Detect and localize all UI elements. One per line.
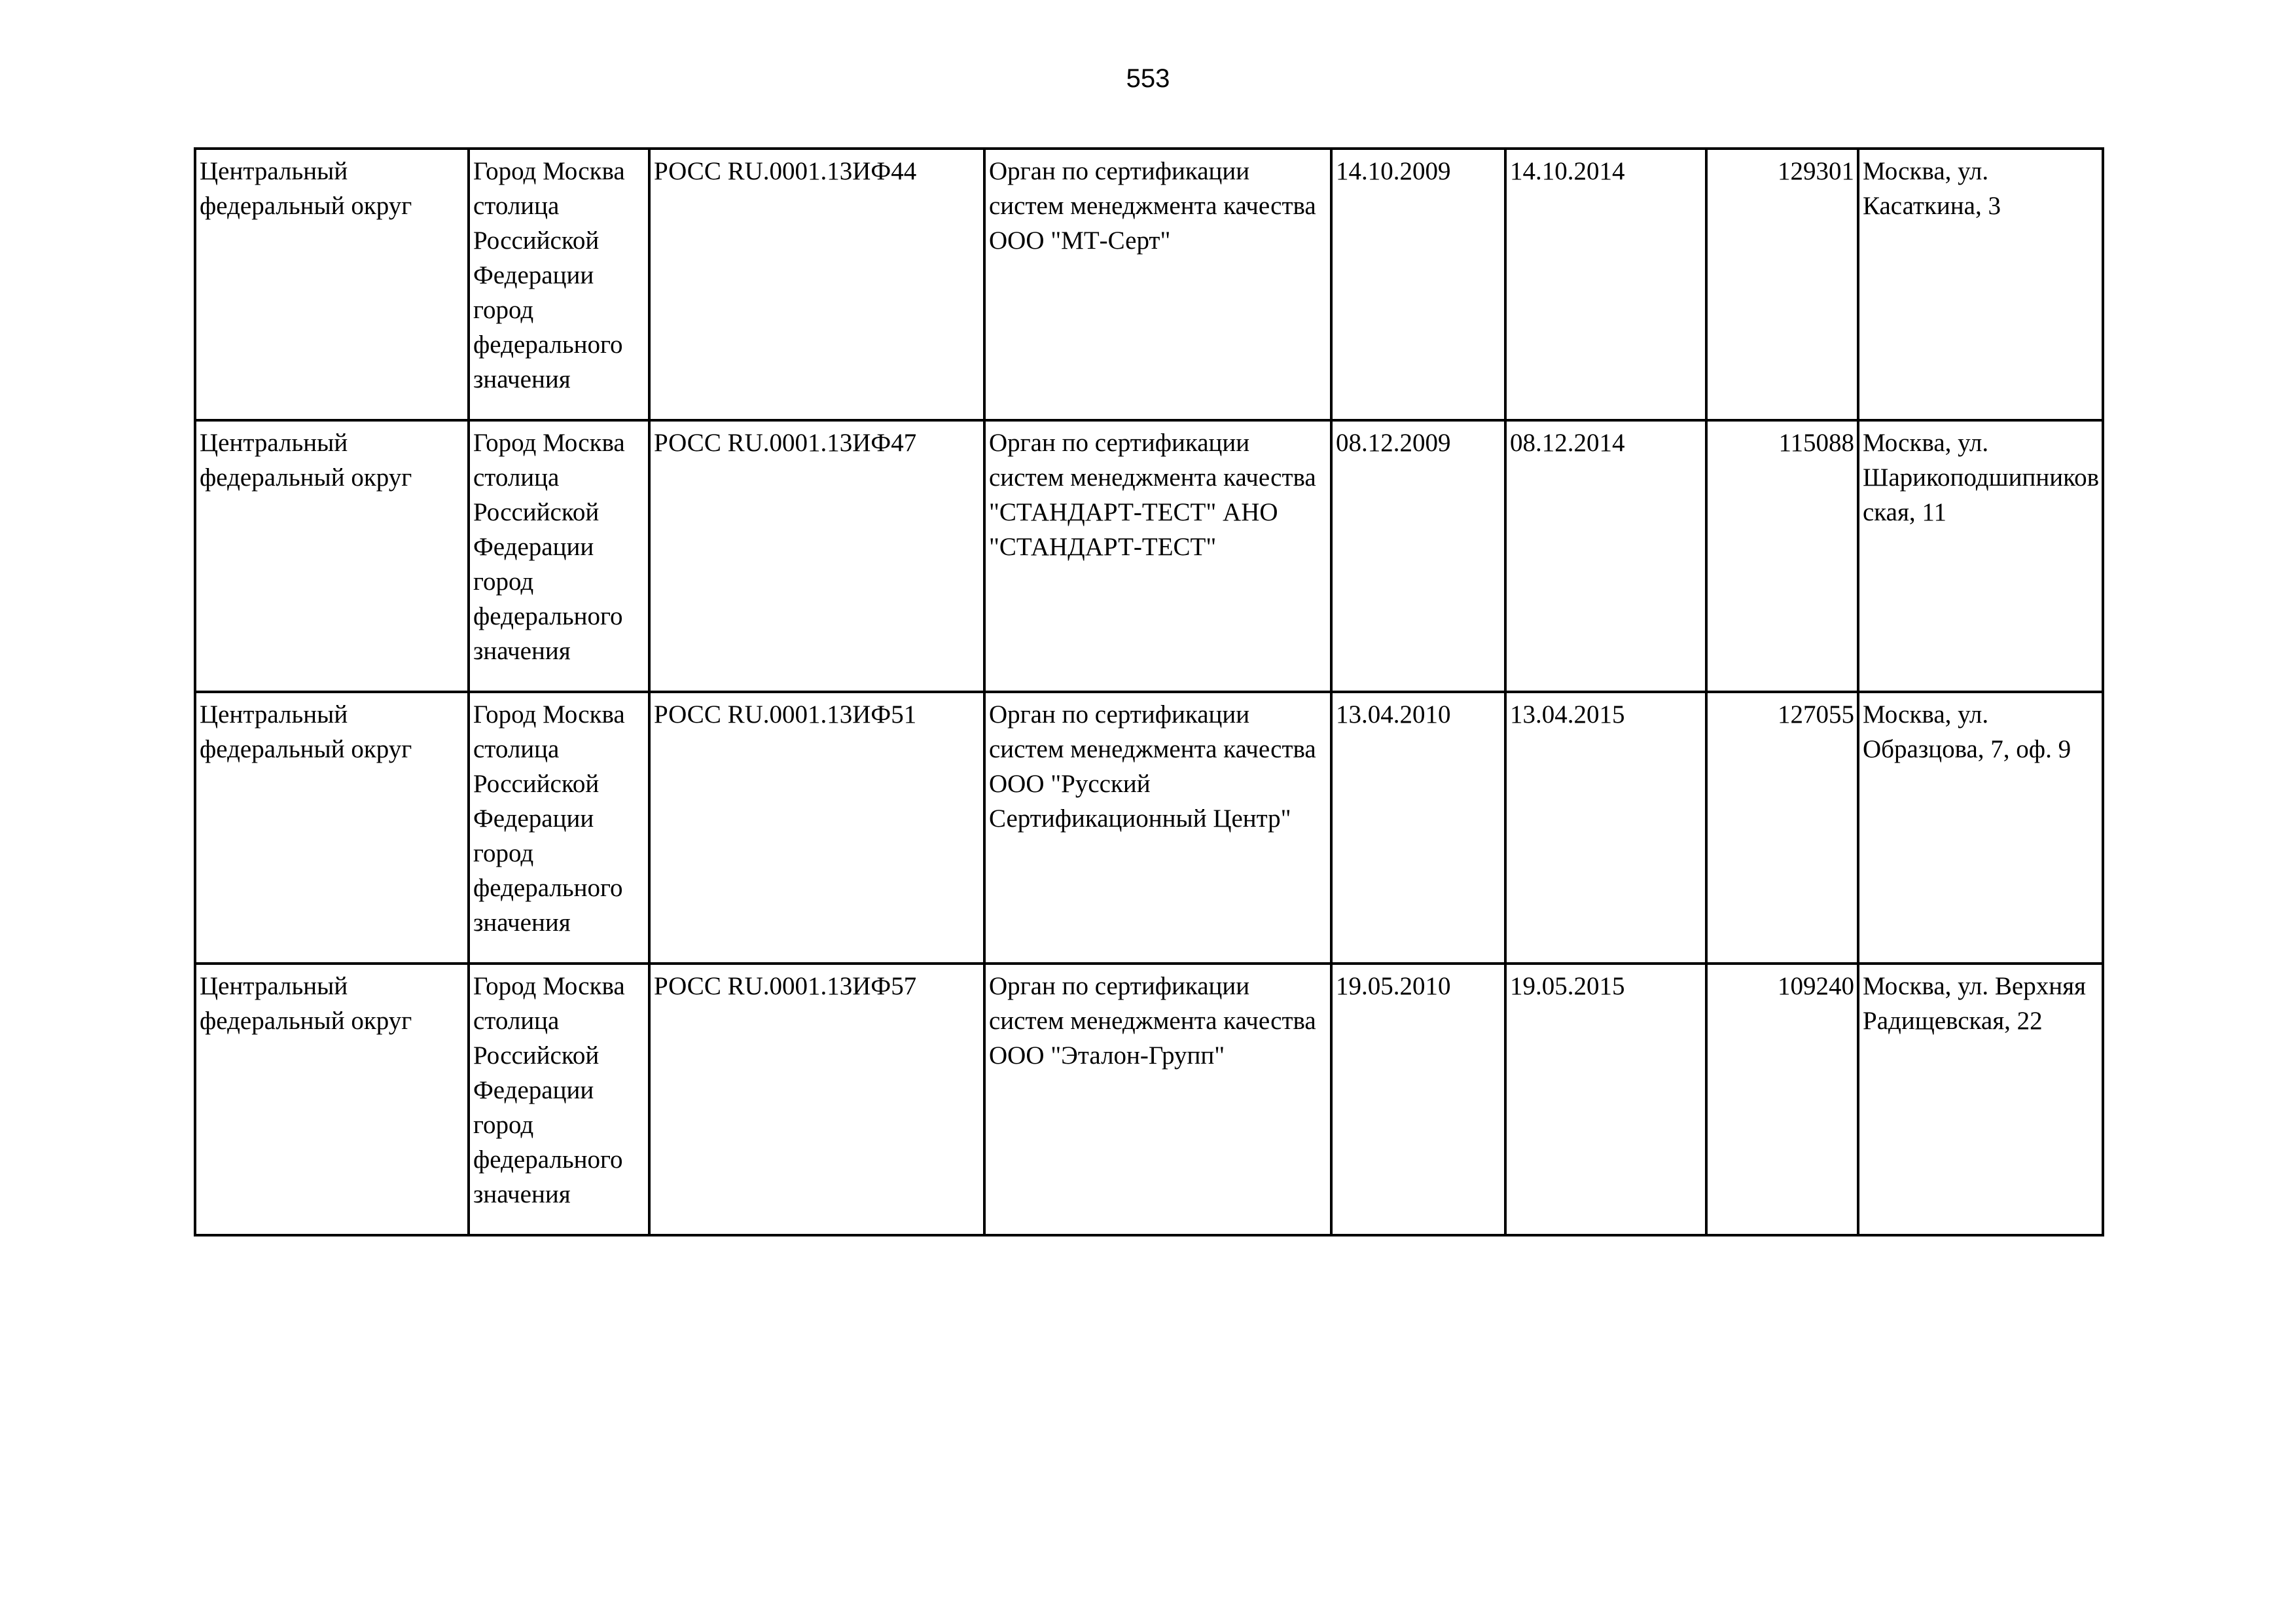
table-row	[195, 149, 2103, 420]
district-cell: Центральный федеральный округ	[195, 964, 469, 1235]
registration-number-cell: РОСС RU.0001.13ИФ57	[649, 964, 984, 1235]
date-expires-cell: 08.12.2014	[1505, 420, 1706, 692]
region-cell: Город Москва столица Российской Федерации город федерального значения	[469, 149, 649, 420]
body-name-cell: Орган по сертификации систем менеджмента качества ООО "МТ-Серт"	[984, 149, 1331, 420]
date-expires-cell: 14.10.2014	[1505, 149, 1706, 420]
date-issued-cell: 13.04.2010	[1331, 692, 1505, 964]
certification-bodies-table	[194, 147, 2104, 1236]
region-cell: Город Москва столица Российской Федерации город федерального значения	[469, 420, 649, 692]
page-number: 553	[1126, 64, 1170, 93]
region-cell: Город Москва столица Российской Федерации город федерального значения	[469, 692, 649, 964]
body-name-cell: Орган по сертификации систем менеджмента качества "СТАНДАРТ-ТЕСТ" АНО "СТАНДАРТ-ТЕСТ"	[984, 420, 1331, 692]
district-cell: Центральный федеральный округ	[195, 420, 469, 692]
address-cell: Москва, ул. Касаткина, 3	[1858, 149, 2103, 420]
region-cell: Город Москва столица Российской Федерации город федерального значения	[469, 964, 649, 1235]
body-name-cell: Орган по сертификации систем менеджмента качества ООО "Русский Сертификационный Центр"	[984, 692, 1331, 964]
date-issued-cell: 19.05.2010	[1331, 964, 1505, 1235]
address-cell: Москва, ул. Образцова, 7, оф. 9	[1858, 692, 2103, 964]
body-name-cell: Орган по сертификации систем менеджмента качества ООО "Эталон-Групп"	[984, 964, 1331, 1235]
district-cell: Центральный федеральный округ	[195, 149, 469, 420]
postal-code-cell: 109240	[1706, 964, 1858, 1235]
address-cell: Москва, ул. Шарикоподшипниковская, 11	[1858, 420, 2103, 692]
table-row	[195, 964, 2103, 1235]
registration-number-cell: РОСС RU.0001.13ИФ47	[649, 420, 984, 692]
registration-number-cell: РОСС RU.0001.13ИФ44	[649, 149, 984, 420]
postal-code-cell: 129301	[1706, 149, 1858, 420]
postal-code-cell: 115088	[1706, 420, 1858, 692]
date-issued-cell: 08.12.2009	[1331, 420, 1505, 692]
table-row	[195, 420, 2103, 692]
date-expires-cell: 13.04.2015	[1505, 692, 1706, 964]
address-cell: Москва, ул. Верхняя Радищевская, 22	[1858, 964, 2103, 1235]
date-issued-cell: 14.10.2009	[1331, 149, 1505, 420]
postal-code-cell: 127055	[1706, 692, 1858, 964]
table-row	[195, 692, 2103, 964]
district-cell: Центральный федеральный округ	[195, 692, 469, 964]
date-expires-cell: 19.05.2015	[1505, 964, 1706, 1235]
registration-number-cell: РОСС RU.0001.13ИФ51	[649, 692, 984, 964]
